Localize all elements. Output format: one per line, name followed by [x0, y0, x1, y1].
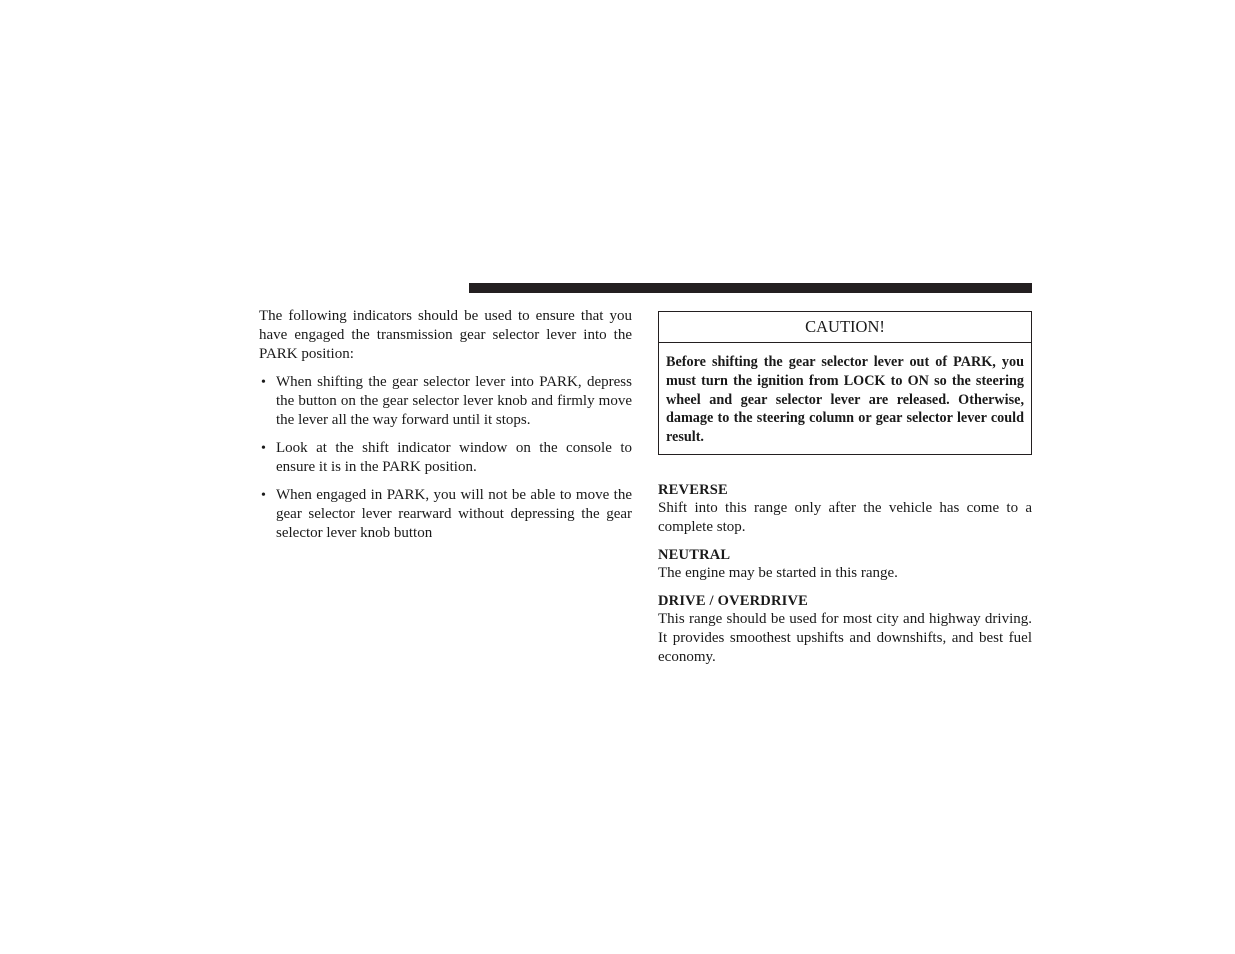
list-item-text: Look at the shift indicator window on the console to ensure it is in the PARK position.: [276, 440, 632, 475]
caution-body: Before shifting the gear selector lever out of PARK, you must turn the ignition from LOCK to ON so the steering wheel and gear selector lever are released. Otherwise, damage to the steering column or gear selector lever could result.: [666, 354, 1024, 446]
section-heading: REVERSE: [658, 481, 728, 498]
list-item: [259, 373, 632, 430]
bullet-icon: •: [261, 375, 266, 390]
left-column: [259, 307, 632, 552]
header-rule: [469, 283, 1032, 293]
list-item-text: When engaged in PARK, you will not be able to move the gear selector lever rearward without depressing the gear selector lever knob button: [276, 487, 632, 541]
section-heading: NEUTRAL: [658, 546, 731, 563]
section-drive-overdrive: [658, 592, 1032, 667]
caution-title: CAUTION!: [659, 312, 1031, 343]
bullet-icon: •: [261, 488, 266, 503]
section-heading: DRIVE / OVERDRIVE: [658, 592, 809, 609]
bullet-icon: •: [261, 441, 266, 456]
list-item: [259, 486, 632, 543]
section-reverse: [658, 481, 1032, 537]
section-neutral: [658, 546, 1032, 583]
section-text: Shift into this range only after the vehicle has come to a complete stop.: [658, 499, 1032, 535]
section-text: This range should be used for most city and highway driving. It provides smoothest upshifts and downshifts, and best fuel economy.: [658, 610, 1032, 665]
right-column: [658, 311, 1032, 667]
intro-paragraph: The following indicators should be used to ensure that you have engaged the transmission gear selector lever into the PARK position:: [259, 308, 632, 362]
caution-box: [658, 311, 1032, 455]
list-item: [259, 439, 632, 477]
indicator-list: [259, 373, 632, 543]
list-item-text: When shifting the gear selector lever into PARK, depress the button on the gear selector lever knob and firmly move the lever all the way forward until it stops.: [276, 374, 632, 428]
section-text: The engine may be started in this range.: [658, 564, 898, 581]
